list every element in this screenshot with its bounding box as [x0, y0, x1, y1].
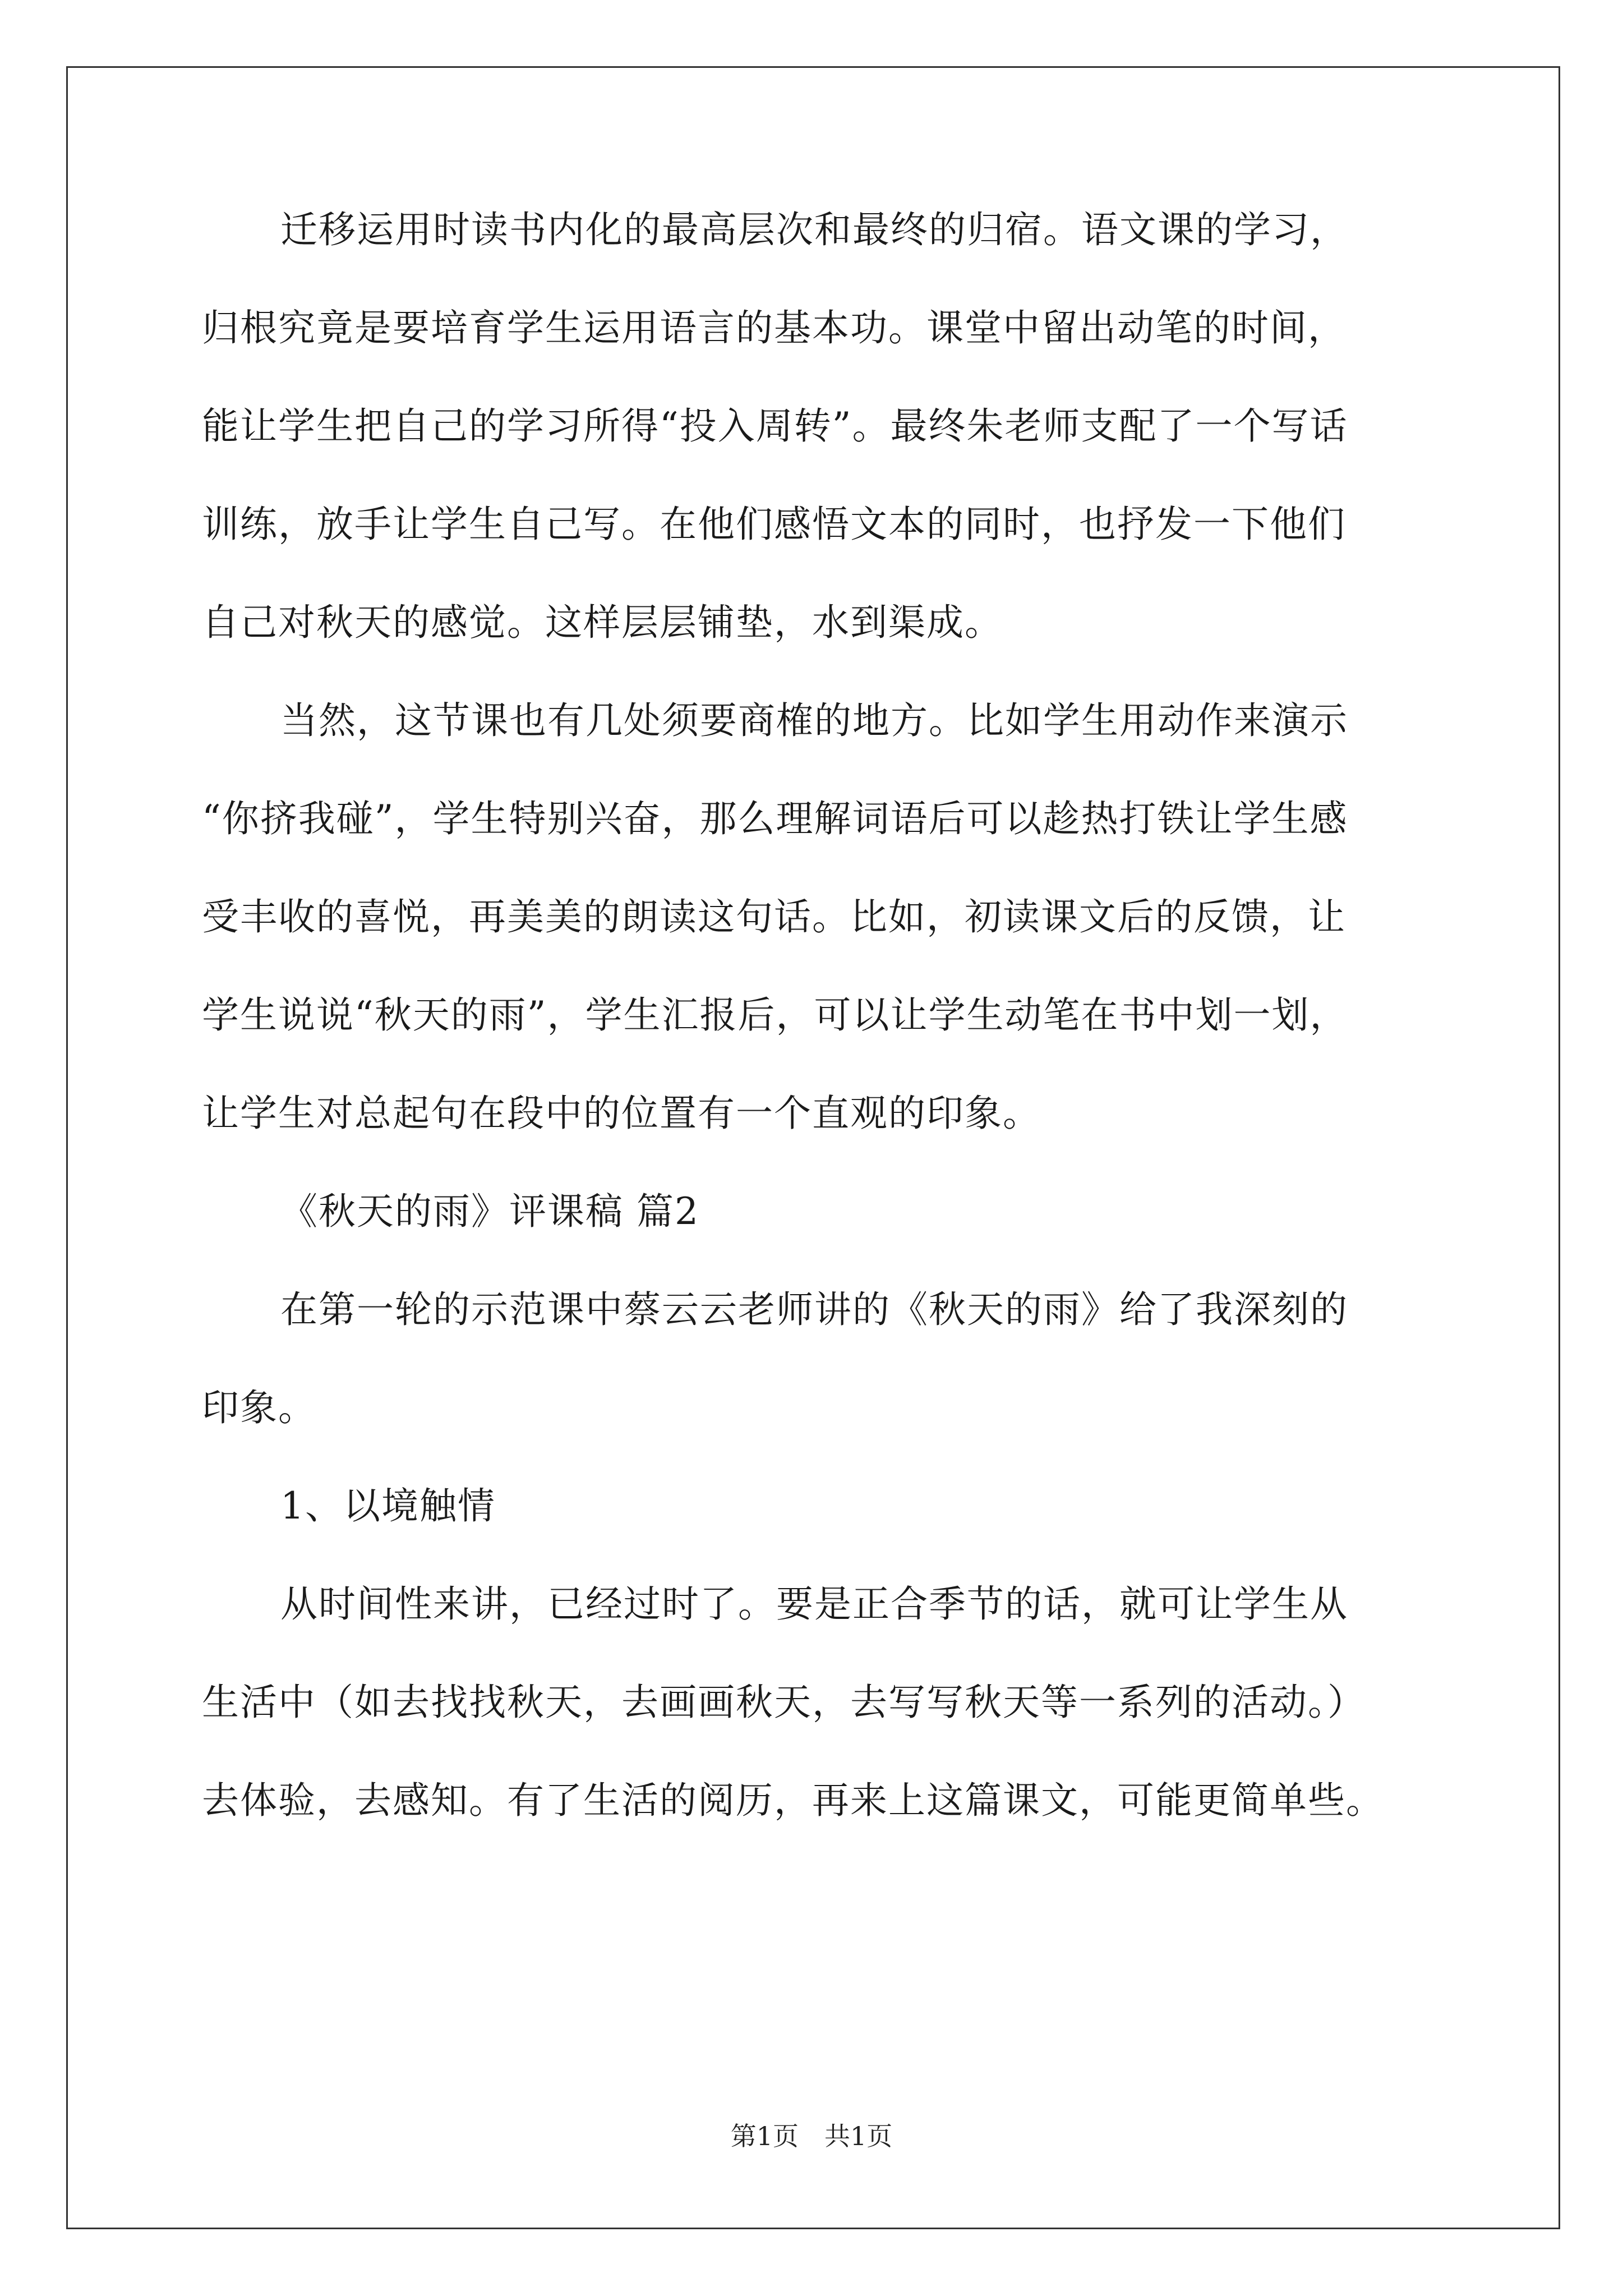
- paragraph-line: 学生说说“秋天的雨”，学生汇报后，可以让学生动笔在书中划一划，: [202, 993, 1348, 1037]
- paragraph-line: 能让学生把自己的学习所得“投入周转”。最终朱老师支配了一个写话: [202, 404, 1348, 448]
- paragraph-line: 归根究竟是要培育学生运用语言的基本功。课堂中留出动笔的时间，: [202, 306, 1346, 349]
- paragraph-line: 迁移运用时读书内化的最高层次和最终的归宿。语文课的学习，: [280, 208, 1348, 251]
- paragraph-line: 当然，这节课也有几处须要商榷的地方。比如学生用动作来演示: [280, 699, 1348, 742]
- page-footer: 第1页 共1页: [730, 2121, 893, 2151]
- paragraph-line: 生活中（如去找找秋天，去画画秋天，去写写秋天等一系列的活动。）: [202, 1681, 1366, 1724]
- section-heading: 《秋天的雨》评课稿 篇2: [280, 1190, 699, 1233]
- paragraph-line: 让学生对总起句在段中的位置有一个直观的印象。: [202, 1092, 1041, 1135]
- paragraph-line: 从时间性来讲，已经过时了。要是正合季节的话，就可让学生从: [280, 1582, 1348, 1626]
- paragraph-line: 印象。: [202, 1386, 316, 1429]
- paragraph-line: 受丰收的喜悦，再美美的朗读这句话。比如，初读课文后的反馈，让: [202, 895, 1346, 938]
- paragraph-line: 去体验，去感知。有了生活的阅历，再来上这篇课文，可能更简单些。: [202, 1779, 1384, 1822]
- paragraph-line: 自己对秋天的感觉。这样层层铺垫，水到渠成。: [202, 601, 1003, 644]
- document-body: [202, 181, 1430, 1849]
- paragraph-line: 训练，放手让学生自己写。在他们感悟文本的同时，也抒发一下他们: [202, 503, 1346, 546]
- subsection-heading: 1、以境触情: [280, 1484, 496, 1527]
- paragraph-line: “你挤我碰”，学生特别兴奋，那么理解词语后可以趁热打铁让学生感: [202, 797, 1348, 840]
- paragraph-line: 在第一轮的示范课中蔡云云老师讲的《秋天的雨》给了我深刻的: [280, 1288, 1348, 1331]
